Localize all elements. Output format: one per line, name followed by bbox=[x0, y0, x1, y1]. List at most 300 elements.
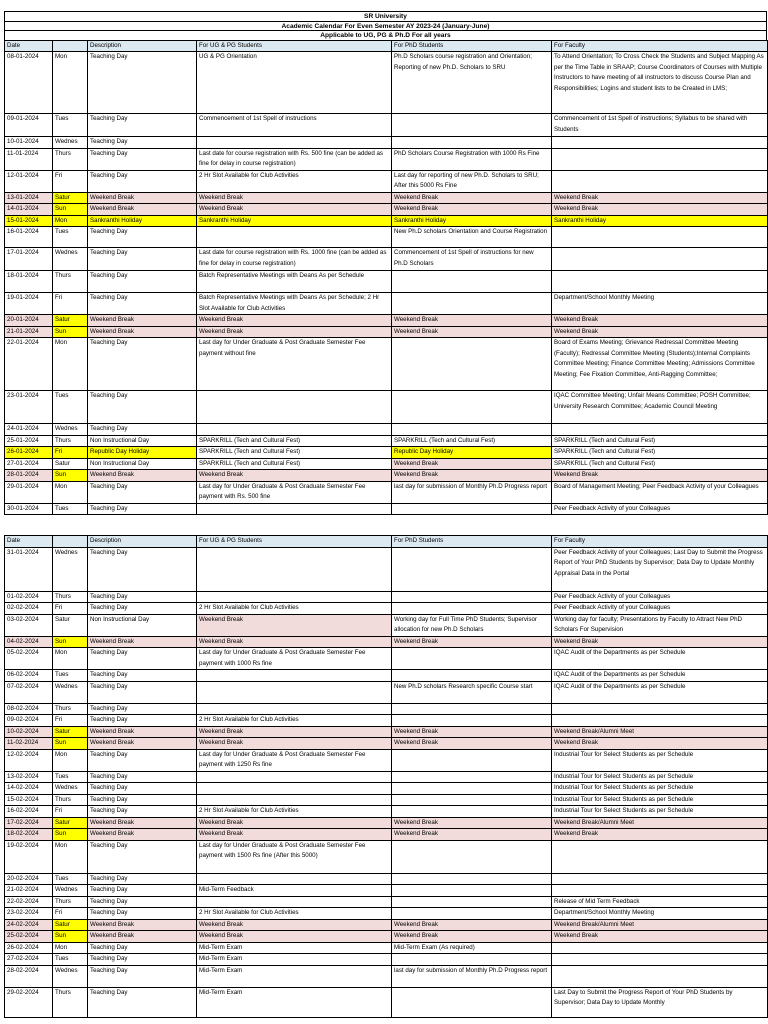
date-cell: 24-01-2024 bbox=[5, 424, 53, 436]
ugpg-cell: 2 Hr Slot Available for Club Activities bbox=[197, 908, 392, 920]
calendar-row bbox=[5, 794, 768, 806]
faculty-cell bbox=[552, 424, 768, 436]
faculty-cell bbox=[552, 248, 768, 271]
day-cell: Sun bbox=[53, 326, 88, 338]
phd-cell: New Ph.D scholars Orientation and Course Registration bbox=[392, 227, 552, 248]
description-cell: Weekend Break bbox=[88, 829, 197, 841]
faculty-cell: IQAC Audit of the Departments as per Schedule bbox=[552, 648, 768, 670]
phd-cell: Mid-Term Exam (As required) bbox=[392, 942, 552, 954]
calendar-row bbox=[5, 215, 768, 227]
faculty-cell: Weekend Break bbox=[552, 829, 768, 841]
description-cell: Teaching Day bbox=[88, 771, 197, 783]
day-cell: Sun bbox=[53, 738, 88, 750]
phd-cell: Weekend Break bbox=[392, 636, 552, 648]
phd-cell bbox=[392, 293, 552, 315]
calendar-row bbox=[5, 458, 768, 470]
ugpg-cell bbox=[197, 670, 392, 682]
calendar-row bbox=[5, 603, 768, 615]
phd-cell: Weekend Break bbox=[392, 192, 552, 204]
ugpg-cell: Weekend Break bbox=[197, 636, 392, 648]
description-cell: Non Instructional Day bbox=[88, 458, 197, 470]
calendar-page bbox=[4, 11, 767, 1018]
date-cell: 08-02-2024 bbox=[5, 703, 53, 715]
phd-cell: Weekend Break bbox=[392, 326, 552, 338]
faculty-cell bbox=[552, 137, 768, 149]
calendar-row bbox=[5, 424, 768, 436]
faculty-cell bbox=[552, 965, 768, 987]
description-cell: Non Instructional Day bbox=[88, 435, 197, 447]
description-cell: Weekend Break bbox=[88, 470, 197, 482]
faculty-cell: Weekend Break bbox=[552, 192, 768, 204]
calendar-row bbox=[5, 192, 768, 204]
column-header-ugpg: For UG & PG Students bbox=[197, 536, 392, 548]
day-cell: Fri bbox=[53, 603, 88, 615]
phd-cell bbox=[392, 771, 552, 783]
day-cell: Mon bbox=[53, 648, 88, 670]
day-cell: Thurs bbox=[53, 148, 88, 170]
faculty-cell: Peer Feedback Activity of your Colleagues; Last Day to Submit the Progress Report of Your PhD Students by Supervisor; Data Day to Update Monthly Appraisal Data in the Portal bbox=[552, 547, 768, 591]
calendar-row bbox=[5, 204, 768, 216]
day-cell: Sun bbox=[53, 931, 88, 943]
ugpg-cell bbox=[197, 424, 392, 436]
date-cell: 23-01-2024 bbox=[5, 391, 53, 424]
ugpg-cell: Last day for Under Graduate & Post Graduate Semester Fee payment with 1250 Rs fine bbox=[197, 749, 392, 771]
day-cell: Tues bbox=[53, 771, 88, 783]
day-cell: Satur bbox=[53, 614, 88, 636]
date-cell: 19-01-2024 bbox=[5, 293, 53, 315]
ugpg-cell bbox=[197, 794, 392, 806]
column-header-row bbox=[5, 536, 768, 548]
ugpg-cell: Mid-Term Feedback bbox=[197, 885, 392, 897]
calendar-row bbox=[5, 470, 768, 482]
day-cell: Wednes bbox=[53, 965, 88, 987]
calendar-row bbox=[5, 873, 768, 885]
date-cell: 24-02-2024 bbox=[5, 919, 53, 931]
date-cell: 12-02-2024 bbox=[5, 749, 53, 771]
day-cell: Tues bbox=[53, 391, 88, 424]
ugpg-cell bbox=[197, 391, 392, 424]
calendar-row bbox=[5, 919, 768, 931]
date-cell: 27-02-2024 bbox=[5, 954, 53, 966]
day-cell: Fri bbox=[53, 715, 88, 727]
faculty-cell: Industrial Tour for Select Students as per Schedule bbox=[552, 794, 768, 806]
day-cell: Mon bbox=[53, 52, 88, 114]
calendar-row bbox=[5, 829, 768, 841]
faculty-cell: To Attend Orientation; To Cross Check the Students and Subject Mapping As per the Time Table in SRAAP; Course Coordinators of Courses with Multiple Instructors to have meeting of all instructors to discuss Course Plan and Responsibilities; Logins and student lists to be Created in LMS; bbox=[552, 52, 768, 114]
date-cell: 16-02-2024 bbox=[5, 806, 53, 818]
phd-cell: Weekend Break bbox=[392, 919, 552, 931]
calendar-row bbox=[5, 435, 768, 447]
day-cell: Tues bbox=[53, 954, 88, 966]
ugpg-cell: Weekend Break bbox=[197, 614, 392, 636]
faculty-cell bbox=[552, 170, 768, 192]
calendar-row bbox=[5, 636, 768, 648]
calendar-row bbox=[5, 942, 768, 954]
day-cell: Fri bbox=[53, 447, 88, 459]
date-cell: 05-02-2024 bbox=[5, 648, 53, 670]
ugpg-cell bbox=[197, 547, 392, 591]
calendar-row bbox=[5, 771, 768, 783]
calendar-row bbox=[5, 227, 768, 248]
description-cell: Teaching Day bbox=[88, 503, 197, 515]
phd-cell: Weekend Break bbox=[392, 470, 552, 482]
description-cell: Teaching Day bbox=[88, 840, 197, 873]
calendar-row bbox=[5, 931, 768, 943]
column-header-phd: For PhD Students bbox=[392, 40, 552, 52]
calendar-row bbox=[5, 648, 768, 670]
phd-cell: Weekend Break bbox=[392, 204, 552, 216]
day-cell: Fri bbox=[53, 293, 88, 315]
faculty-cell: Weekend Break/Alumni Meet bbox=[552, 919, 768, 931]
ugpg-cell bbox=[197, 137, 392, 149]
date-cell: 09-01-2024 bbox=[5, 114, 53, 137]
day-cell: Fri bbox=[53, 170, 88, 192]
date-cell: 22-01-2024 bbox=[5, 338, 53, 391]
faculty-cell bbox=[552, 715, 768, 727]
date-cell: 25-02-2024 bbox=[5, 931, 53, 943]
faculty-cell: Weekend Break bbox=[552, 738, 768, 750]
phd-cell: Sankranthi Holiday bbox=[392, 215, 552, 227]
ugpg-cell: Last day for Under Graduate & Post Graduate Semester Fee payment without fine bbox=[197, 338, 392, 391]
day-cell: Satur bbox=[53, 919, 88, 931]
day-cell: Mon bbox=[53, 338, 88, 391]
calendar-row bbox=[5, 681, 768, 703]
calendar-title: Academic Calendar For Even Semester AY 2023-24 (January-June) bbox=[4, 21, 767, 31]
ugpg-cell: UG & PG Orientation bbox=[197, 52, 392, 114]
date-cell: 10-02-2024 bbox=[5, 726, 53, 738]
ugpg-cell bbox=[197, 783, 392, 795]
date-cell: 15-01-2024 bbox=[5, 215, 53, 227]
faculty-cell: Department/School Monthly Meeting bbox=[552, 908, 768, 920]
faculty-cell: Sankranthi Holiday bbox=[552, 215, 768, 227]
ugpg-cell: Weekend Break bbox=[197, 817, 392, 829]
calendar-row bbox=[5, 481, 768, 503]
date-cell: 09-02-2024 bbox=[5, 715, 53, 727]
day-cell: Wednes bbox=[53, 248, 88, 271]
description-cell: Teaching Day bbox=[88, 942, 197, 954]
ugpg-cell: Commencement of 1st Spell of instructions bbox=[197, 114, 392, 137]
calendar-row bbox=[5, 726, 768, 738]
day-cell: Thurs bbox=[53, 987, 88, 1017]
calendar-row bbox=[5, 840, 768, 873]
day-cell: Thurs bbox=[53, 896, 88, 908]
description-cell: Teaching Day bbox=[88, 670, 197, 682]
date-cell: 15-02-2024 bbox=[5, 794, 53, 806]
phd-cell: Weekend Break bbox=[392, 829, 552, 841]
faculty-cell: Industrial Tour for Select Students as per Schedule bbox=[552, 783, 768, 795]
day-cell: Sun bbox=[53, 636, 88, 648]
column-header-faculty: For Faculty bbox=[552, 40, 768, 52]
faculty-cell: Weekend Break bbox=[552, 204, 768, 216]
calendar-row bbox=[5, 670, 768, 682]
faculty-cell: Peer Feedback Activity of your Colleagues bbox=[552, 591, 768, 603]
faculty-cell: Release of Mid Term Feedback bbox=[552, 896, 768, 908]
ugpg-cell: Mid-Term Exam bbox=[197, 987, 392, 1017]
date-cell: 08-01-2024 bbox=[5, 52, 53, 114]
ugpg-cell bbox=[197, 227, 392, 248]
calendar-subtitle: Applicable to UG, PG & Ph.D For all years bbox=[4, 30, 767, 40]
description-cell: Teaching Day bbox=[88, 794, 197, 806]
description-cell: Republic Day Holiday bbox=[88, 447, 197, 459]
ugpg-cell: Weekend Break bbox=[197, 919, 392, 931]
description-cell: Teaching Day bbox=[88, 338, 197, 391]
ugpg-cell bbox=[197, 873, 392, 885]
description-cell: Teaching Day bbox=[88, 873, 197, 885]
ugpg-cell bbox=[197, 681, 392, 703]
description-cell: Weekend Break bbox=[88, 931, 197, 943]
day-cell: Thurs bbox=[53, 271, 88, 293]
faculty-cell: Commencement of 1st Spell of instructions; Syllabus to be shared with Students bbox=[552, 114, 768, 137]
faculty-cell: Peer Feedback Activity of your Colleagues bbox=[552, 503, 768, 515]
column-header-description: Description bbox=[88, 536, 197, 548]
faculty-cell: Weekend Break bbox=[552, 931, 768, 943]
faculty-cell: Weekend Break bbox=[552, 326, 768, 338]
calendar-row bbox=[5, 52, 768, 114]
calendar-table-january bbox=[4, 40, 768, 516]
column-header-ugpg: For UG & PG Students bbox=[197, 40, 392, 52]
ugpg-cell: SPARKRILL (Tech and Cultural Fest) bbox=[197, 458, 392, 470]
date-cell: 10-01-2024 bbox=[5, 137, 53, 149]
description-cell: Weekend Break bbox=[88, 315, 197, 327]
calendar-row bbox=[5, 271, 768, 293]
date-cell: 12-01-2024 bbox=[5, 170, 53, 192]
ugpg-cell: Weekend Break bbox=[197, 204, 392, 216]
description-cell: Teaching Day bbox=[88, 908, 197, 920]
description-cell: Weekend Break bbox=[88, 204, 197, 216]
description-cell: Teaching Day bbox=[88, 148, 197, 170]
description-cell: Teaching Day bbox=[88, 681, 197, 703]
calendar-row bbox=[5, 248, 768, 271]
ugpg-cell: Weekend Break bbox=[197, 829, 392, 841]
ugpg-cell: Batch Representative Meetings with Deans As per Schedule; 2 Hr Slot Available for Club Activities bbox=[197, 293, 392, 315]
description-cell: Weekend Break bbox=[88, 636, 197, 648]
ugpg-cell bbox=[197, 896, 392, 908]
faculty-cell: IQAC Audit of the Departments as per Schedule bbox=[552, 681, 768, 703]
ugpg-cell: Weekend Break bbox=[197, 738, 392, 750]
phd-cell: Weekend Break bbox=[392, 315, 552, 327]
faculty-cell: Board of Management Meeting; Peer Feedback Activity of your Colleagues bbox=[552, 481, 768, 503]
faculty-cell: Peer Feedback Activity of your Colleagues bbox=[552, 603, 768, 615]
date-cell: 18-02-2024 bbox=[5, 829, 53, 841]
day-cell: Tues bbox=[53, 503, 88, 515]
day-cell: Satur bbox=[53, 192, 88, 204]
ugpg-cell: 2 Hr Slot Available for Club Activities bbox=[197, 603, 392, 615]
column-header-date: Date bbox=[5, 40, 53, 52]
date-cell: 26-02-2024 bbox=[5, 942, 53, 954]
calendar-row bbox=[5, 954, 768, 966]
phd-cell bbox=[392, 806, 552, 818]
calendar-row bbox=[5, 114, 768, 137]
ugpg-cell: Last date for course registration with Rs. 500 fine (can be added as fine for delay in course registration) bbox=[197, 148, 392, 170]
faculty-cell bbox=[552, 873, 768, 885]
day-cell: Fri bbox=[53, 908, 88, 920]
description-cell: Weekend Break bbox=[88, 192, 197, 204]
date-cell: 11-02-2024 bbox=[5, 738, 53, 750]
ugpg-cell: Weekend Break bbox=[197, 726, 392, 738]
description-cell: Teaching Day bbox=[88, 391, 197, 424]
date-cell: 13-02-2024 bbox=[5, 771, 53, 783]
description-cell: Teaching Day bbox=[88, 885, 197, 897]
phd-cell: Weekend Break bbox=[392, 817, 552, 829]
faculty-cell bbox=[552, 942, 768, 954]
date-cell: 07-02-2024 bbox=[5, 681, 53, 703]
phd-cell bbox=[392, 908, 552, 920]
calendar-row bbox=[5, 293, 768, 315]
faculty-cell: SPARKRILL (Tech and Cultural Fest) bbox=[552, 435, 768, 447]
phd-cell bbox=[392, 503, 552, 515]
ugpg-cell bbox=[197, 703, 392, 715]
faculty-cell: Department/School Monthly Meeting bbox=[552, 293, 768, 315]
date-cell: 28-01-2024 bbox=[5, 470, 53, 482]
faculty-cell: IQAC Committee Meeting; Unfair Means Committee; POSH Committee; University Research Committee; Academic Council Meeting bbox=[552, 391, 768, 424]
calendar-row bbox=[5, 806, 768, 818]
date-cell: 30-01-2024 bbox=[5, 503, 53, 515]
faculty-cell: SPARKRILL (Tech and Cultural Fest) bbox=[552, 458, 768, 470]
column-header-faculty: For Faculty bbox=[552, 536, 768, 548]
phd-cell bbox=[392, 840, 552, 873]
description-cell: Teaching Day bbox=[88, 424, 197, 436]
date-cell: 20-01-2024 bbox=[5, 315, 53, 327]
faculty-cell: Weekend Break bbox=[552, 636, 768, 648]
calendar-row bbox=[5, 738, 768, 750]
day-cell: Satur bbox=[53, 458, 88, 470]
ugpg-cell: Mid-Term Exam bbox=[197, 954, 392, 966]
calendar-row bbox=[5, 338, 768, 391]
calendar-row bbox=[5, 547, 768, 591]
ugpg-cell: Weekend Break bbox=[197, 192, 392, 204]
ugpg-cell: Mid-Term Exam bbox=[197, 965, 392, 987]
ugpg-cell: Last day for Under Graduate & Post Graduate Semester Fee payment with 1500 Rs fine (After this 5000) bbox=[197, 840, 392, 873]
phd-cell: last day for submission of Monthly Ph.D Progress report bbox=[392, 965, 552, 987]
description-cell: Teaching Day bbox=[88, 703, 197, 715]
phd-cell bbox=[392, 896, 552, 908]
description-cell: Teaching Day bbox=[88, 603, 197, 615]
day-cell: Tues bbox=[53, 670, 88, 682]
phd-cell bbox=[392, 670, 552, 682]
ugpg-cell: Last day for Under Graduate & Post Graduate Semester Fee payment with 1000 Rs fine bbox=[197, 648, 392, 670]
phd-cell bbox=[392, 338, 552, 391]
ugpg-cell: Weekend Break bbox=[197, 470, 392, 482]
calendar-row bbox=[5, 817, 768, 829]
description-cell: Non Instructional Day bbox=[88, 614, 197, 636]
calendar-table-february bbox=[4, 535, 768, 1018]
calendar-row bbox=[5, 447, 768, 459]
phd-cell bbox=[392, 954, 552, 966]
date-cell: 14-01-2024 bbox=[5, 204, 53, 216]
faculty-cell bbox=[552, 227, 768, 248]
description-cell: Teaching Day bbox=[88, 547, 197, 591]
university-name: SR University bbox=[4, 11, 767, 21]
ugpg-cell: Batch Representative Meetings with Deans As per Schedule bbox=[197, 271, 392, 293]
calendar-row bbox=[5, 391, 768, 424]
date-cell: 23-02-2024 bbox=[5, 908, 53, 920]
description-cell: Weekend Break bbox=[88, 817, 197, 829]
calendar-row bbox=[5, 703, 768, 715]
calendar-row bbox=[5, 326, 768, 338]
phd-cell: Commencement of 1st Spell of instructions for new Ph.D Scholars bbox=[392, 248, 552, 271]
phd-cell bbox=[392, 424, 552, 436]
ugpg-cell: Weekend Break bbox=[197, 315, 392, 327]
date-cell: 17-02-2024 bbox=[5, 817, 53, 829]
day-cell: Sun bbox=[53, 204, 88, 216]
date-cell: 17-01-2024 bbox=[5, 248, 53, 271]
day-cell: Sun bbox=[53, 470, 88, 482]
description-cell: Weekend Break bbox=[88, 326, 197, 338]
day-cell: Thurs bbox=[53, 794, 88, 806]
date-cell: 13-01-2024 bbox=[5, 192, 53, 204]
ugpg-cell: Last date for course registration with Rs. 1000 fine (can be added as fine for delay in course registration) bbox=[197, 248, 392, 271]
faculty-cell: Working day for faculty; Presentations by Faculty to Attract New PhD Scholars For Supervision bbox=[552, 614, 768, 636]
phd-cell: Weekend Break bbox=[392, 726, 552, 738]
faculty-cell: Last Day to Submit the Progress Report of Your PhD Students by Supervisor; Data Day to Update Monthly bbox=[552, 987, 768, 1017]
day-cell: Mon bbox=[53, 215, 88, 227]
phd-cell bbox=[392, 873, 552, 885]
column-header-date: Date bbox=[5, 536, 53, 548]
faculty-cell: SPARKRILL (Tech and Cultural Fest) bbox=[552, 447, 768, 459]
calendar-row bbox=[5, 885, 768, 897]
faculty-cell bbox=[552, 703, 768, 715]
description-cell: Teaching Day bbox=[88, 227, 197, 248]
phd-cell bbox=[392, 783, 552, 795]
phd-cell bbox=[392, 114, 552, 137]
description-cell: Sankranthi Holiday bbox=[88, 215, 197, 227]
faculty-cell: Industrial Tour for Select Students as per Schedule bbox=[552, 806, 768, 818]
day-cell: Tues bbox=[53, 227, 88, 248]
day-cell: Mon bbox=[53, 840, 88, 873]
phd-cell bbox=[392, 749, 552, 771]
faculty-cell: Weekend Break bbox=[552, 315, 768, 327]
faculty-cell: Industrial Tour for Select Students as per Schedule bbox=[552, 749, 768, 771]
phd-cell: Republic Day Holiday bbox=[392, 447, 552, 459]
date-cell: 20-02-2024 bbox=[5, 873, 53, 885]
ugpg-cell: 2 Hr Slot Available for Club Activities bbox=[197, 806, 392, 818]
description-cell: Teaching Day bbox=[88, 293, 197, 315]
description-cell: Teaching Day bbox=[88, 137, 197, 149]
column-header-day bbox=[53, 536, 88, 548]
date-cell: 25-01-2024 bbox=[5, 435, 53, 447]
phd-cell: Weekend Break bbox=[392, 738, 552, 750]
ugpg-cell: Weekend Break bbox=[197, 326, 392, 338]
description-cell: Teaching Day bbox=[88, 965, 197, 987]
ugpg-cell: Sankranthi Holiday bbox=[197, 215, 392, 227]
calendar-row bbox=[5, 503, 768, 515]
phd-cell: SPARKRILL (Tech and Cultural Fest) bbox=[392, 435, 552, 447]
day-cell: Mon bbox=[53, 481, 88, 503]
description-cell: Teaching Day bbox=[88, 52, 197, 114]
day-cell: Sun bbox=[53, 829, 88, 841]
day-cell: Satur bbox=[53, 315, 88, 327]
phd-cell bbox=[392, 391, 552, 424]
description-cell: Teaching Day bbox=[88, 114, 197, 137]
column-header-day bbox=[53, 40, 88, 52]
description-cell: Teaching Day bbox=[88, 591, 197, 603]
day-cell: Wednes bbox=[53, 783, 88, 795]
faculty-cell: Industrial Tour for Select Students as per Schedule bbox=[552, 771, 768, 783]
date-cell: 11-01-2024 bbox=[5, 148, 53, 170]
date-cell: 06-02-2024 bbox=[5, 670, 53, 682]
description-cell: Weekend Break bbox=[88, 726, 197, 738]
date-cell: 29-01-2024 bbox=[5, 481, 53, 503]
date-cell: 04-02-2024 bbox=[5, 636, 53, 648]
description-cell: Teaching Day bbox=[88, 248, 197, 271]
day-cell: Mon bbox=[53, 942, 88, 954]
day-cell: Tues bbox=[53, 873, 88, 885]
date-cell: 21-01-2024 bbox=[5, 326, 53, 338]
description-cell: Teaching Day bbox=[88, 648, 197, 670]
faculty-cell: Board of Exams Meeting; Grievance Redressal Committee Meeting (Faculty); Redressal Committee Meeting (Students);Internal Complaints Committee Meeting; Finance Committee Meeting; Admissions Committee Meeting; Fee Fixation Committee, Anti-Ragging Committee; bbox=[552, 338, 768, 391]
calendar-row bbox=[5, 896, 768, 908]
calendar-row bbox=[5, 715, 768, 727]
